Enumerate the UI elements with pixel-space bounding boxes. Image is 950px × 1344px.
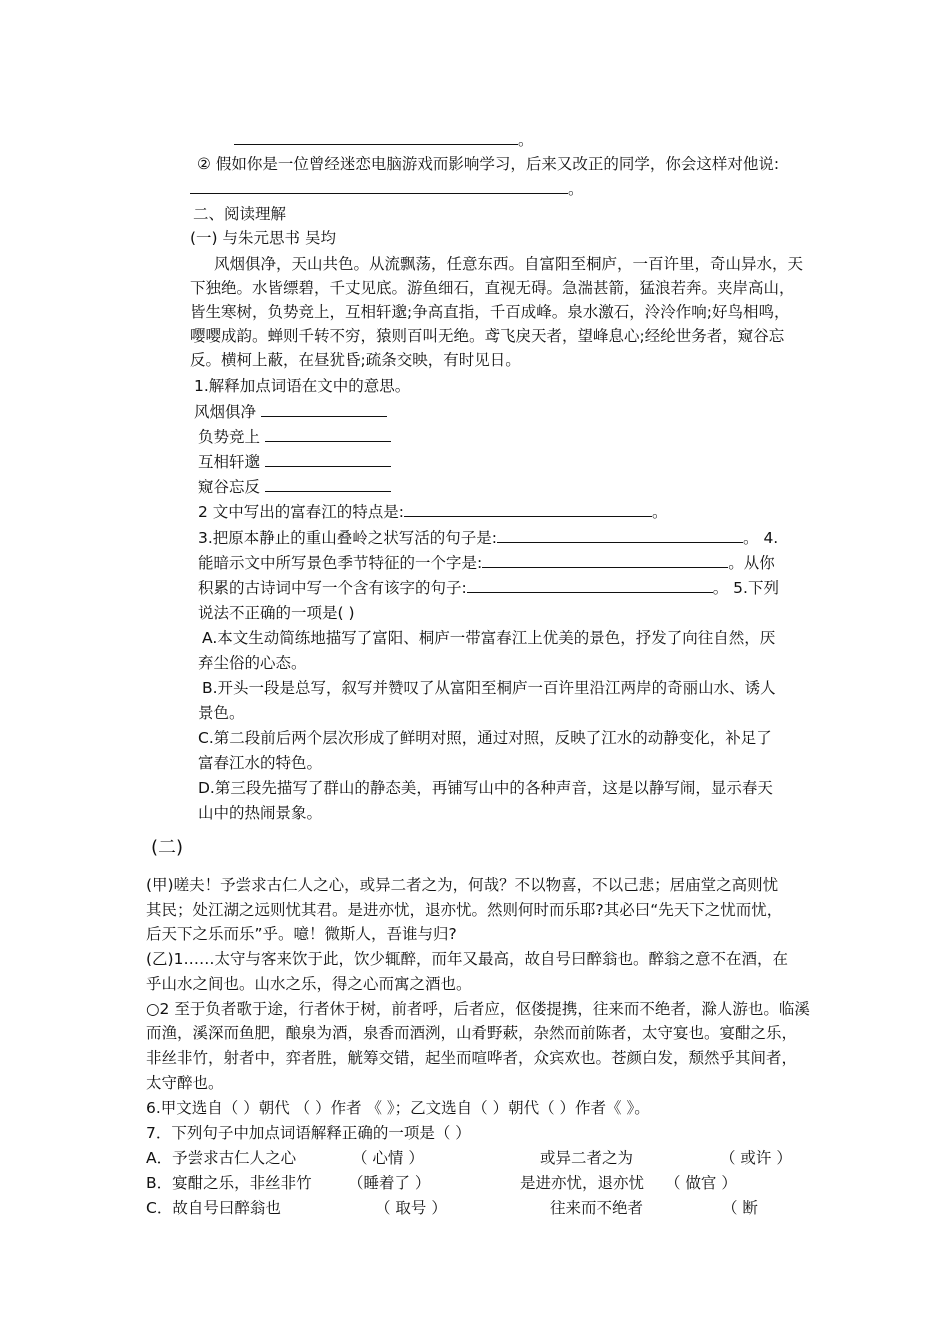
section-heading: 二、阅读理解	[193, 205, 287, 223]
blank-line[interactable]	[482, 551, 728, 568]
q7-row-b-left: B．宴酣之乐，非丝非竹	[146, 1174, 312, 1192]
q7-row-b-gloss1: （睡着了 ）	[348, 1174, 431, 1192]
passage-line: 反。横柯上蔽，在昼犹昏;疏条交映，有时见日。	[190, 351, 521, 369]
question-text: 积累的古诗词中写一个含有该字的句子:	[198, 579, 467, 597]
question-7: 7．下列句子中加点词语解释正确的一项是（ ）	[146, 1124, 471, 1142]
q7-row-b-gloss2: （ 做官 ）	[665, 1174, 737, 1192]
question-text: 。 5.下列	[712, 579, 779, 597]
passage-line: 太守醉也。	[146, 1074, 224, 1092]
blank-line[interactable]	[234, 128, 518, 145]
answer-line-2	[190, 177, 584, 201]
option-a: A.本文生动简练地描写了富阳、桐庐一带富春江上优美的景色，抒发了向往自然，厌	[202, 629, 776, 647]
q7-row-a-left: A．予尝求古仁人之心	[146, 1149, 297, 1167]
question-1-prompt: 1.解释加点词语在文中的意思。	[194, 377, 411, 395]
passage-line: (甲)嗟夫！予尝求古仁人之心，或异二者之为，何哉？不以物喜，不以己悲；居庙堂之高则忧	[146, 876, 779, 894]
word-label: 窥谷忘反	[198, 478, 261, 496]
word-item	[198, 425, 391, 449]
word-label: 风烟俱净	[194, 403, 257, 421]
option-a-cont: 弃尘俗的心态。	[198, 654, 307, 672]
question-3	[198, 526, 778, 550]
answer-line-1	[234, 128, 534, 152]
passage-line: (乙)1……太守与客来饮于此，饮少辄醉，而年又最高，故自号曰醉翁也。醉翁之意不在酒，在	[146, 950, 788, 968]
blank-line[interactable]	[261, 400, 387, 417]
blank-line[interactable]	[265, 475, 391, 492]
word-item	[194, 400, 387, 424]
question-text: 。 4.	[743, 529, 779, 547]
passage-line: 下独绝。水皆缥碧，千丈见底。游鱼细石，直视无碍。急湍甚箭，猛浪若奔。夹岸高山，	[190, 279, 795, 297]
passage-line: 非丝非竹，射者中，弈者胜，觥筹交错，起坐而喧哗者，众宾欢也。苍颜白发，颓然乎其间者，	[146, 1049, 798, 1067]
question-text: 2 文中写出的富春江的特点是:	[198, 503, 405, 521]
passage-line: 嘤嘤成韵。蝉则千转不穷，猿则百叫无绝。鸢飞戾天者，望峰息心;经纶世务者，窥谷忘	[190, 327, 785, 345]
line-end-mark: 。	[518, 131, 534, 149]
question-2-text: ② 假如你是一位曾经迷恋电脑游戏而影响学习，后来又改正的同学，你会这样对他说:	[197, 155, 780, 173]
passage-line: 风烟俱净，天山共色。从流飘荡，任意东西。自富阳至桐庐，一百许里，奇山异水，天	[214, 255, 804, 273]
q7-row-a-right: 或异二者之为	[540, 1149, 634, 1167]
blank-line[interactable]	[497, 526, 743, 543]
word-item	[198, 450, 391, 474]
question-4b	[198, 576, 779, 600]
passage-line: 后天下之乐而乐”乎。噫！微斯人，吾谁与归?	[146, 925, 457, 943]
passage-line: 其民；处江湖之远则忧其君。是进亦忧，退亦忧。然则何时而乐耶?其必曰“先天下之忧而忧，	[146, 901, 783, 919]
option-d-cont: 山中的热闹景象。	[198, 804, 323, 822]
blank-line[interactable]	[265, 425, 391, 442]
part-1-title: (一) 与朱元思书 吴均	[190, 229, 336, 247]
part-2-title: (二)	[151, 837, 184, 858]
option-c: C.第二段前后两个层次形成了鲜明对照，通过对照，反映了江水的动静变化，补足了	[198, 729, 772, 747]
word-item	[198, 475, 391, 499]
option-b: B.开头一段是总写，叙写并赞叹了从富阳至桐庐一百许里沿江两岸的奇丽山水、诱人	[202, 679, 776, 697]
line-end-mark: 。	[652, 503, 668, 521]
blank-line[interactable]	[190, 177, 568, 194]
question-text: 3.把原本静止的重山叠岭之状写活的句子是:	[198, 529, 498, 547]
passage-line: 皆生寒树，负势竞上，互相轩邈;争高直指，千百成峰。泉水激石，泠泠作响;好鸟相鸣，	[190, 303, 790, 321]
question-4	[198, 551, 775, 575]
option-b-cont: 景色。	[198, 704, 245, 722]
option-c-cont: 富春江水的特色。	[198, 754, 323, 772]
q7-row-b-right: 是进亦忧，退亦忧	[520, 1174, 645, 1192]
q7-row-a-gloss1: （ 心情 ）	[352, 1149, 424, 1167]
question-2	[198, 500, 668, 524]
passage-line: 乎山水之间也。山水之乐，得之心而寓之酒也。	[146, 975, 472, 993]
question-6: 6.甲文选自（ ）朝代 （ ）作者 《 》；乙文选自（ ）朝代（ ）作者《 》。	[146, 1099, 650, 1117]
question-text: 。从你	[728, 554, 775, 572]
blank-line[interactable]	[265, 450, 391, 467]
option-d: D.第三段先描写了群山的静态美，再铺写山中的各种声音，这是以静写闹，显示春天	[198, 779, 773, 797]
passage-line: ○2 至于负者歌于途，行者休于树，前者呼，后者应，伛偻提携，往来而不绝者，滁人游也。临溪	[146, 1000, 810, 1018]
q7-row-c-left: C．故自号曰醉翁也	[146, 1199, 281, 1217]
blank-line[interactable]	[404, 500, 652, 517]
q7-row-a-gloss2: （ 或许 ）	[720, 1149, 792, 1167]
q7-row-c-gloss1: （ 取号 ）	[375, 1199, 447, 1217]
word-label: 互相轩邈	[198, 453, 261, 471]
blank-line[interactable]	[467, 576, 713, 593]
passage-line: 而渔，溪深而鱼肥，酿泉为酒，泉香而酒洌，山肴野蔌，杂然而前陈者，太守宴也。宴酣之乐，	[146, 1024, 798, 1042]
word-label: 负势竞上	[198, 428, 261, 446]
question-5: 说法不正确的一项是( )	[198, 604, 355, 622]
q7-row-c-right: 往来而不绝者	[550, 1199, 644, 1217]
line-end-mark: 。	[568, 180, 584, 198]
q7-row-c-gloss2: （ 断	[722, 1199, 758, 1217]
question-text: 能暗示文中所写景色季节特征的一个字是:	[198, 554, 483, 572]
